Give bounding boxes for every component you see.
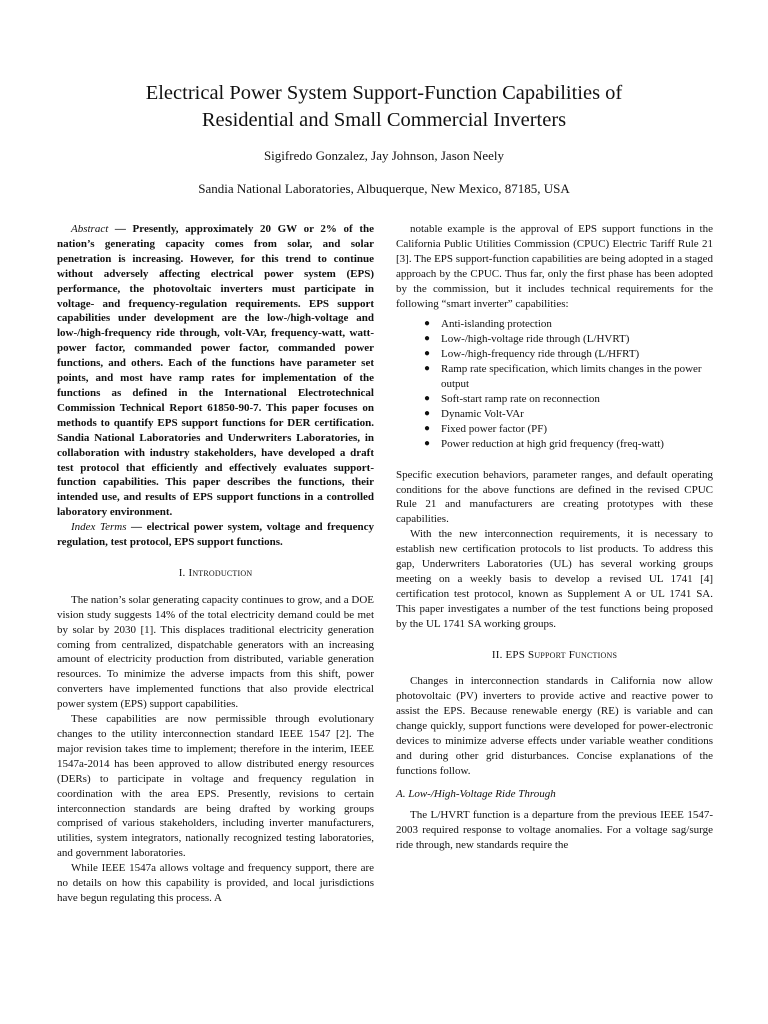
intro-paragraph-3: While IEEE 1547a allows voltage and frequency support, there are no details on how this capability is provided, and local jurisdictions have begun regulating this process. A [57, 862, 374, 904]
title-line-1: Electrical Power System Support-Function Capabilities of [145, 82, 623, 104]
subsection-heading-lhvrt: A. Low-/High-Voltage Ride Through [396, 787, 556, 800]
execution-behaviors-paragraph: Specific execution behaviors, parameter ranges, and default operating conditions for the above functions are defined in the revised CPUC Rule 21 and manufacturers are creating prototypes with these capabilities. [396, 468, 713, 526]
list-item: ● Low-/high-voltage ride through (L/HVRT) [424, 333, 630, 346]
list-item: ● Low-/high-frequency ride through (L/HFRT) [424, 348, 640, 361]
intro-paragraph-2: These capabilities are now permissible through evolutionary changes to the utility interconnection standard IEEE 1547 [2]. The major revision takes time to implement; therefore in the interim, IEEE 1547a-2014 has been approved to allow distributed energy resources (DERs) to participate in voltage and frequency regulation in coordination with the area EPS. Presently, revisions to certain interconnection standards are being drafted by working groups comprised of various stakeholders, including inverter manufacturers, utilities, system integrators, nationally recognized testing laboratories, and government laboratories. [57, 713, 374, 860]
list-item: ● Ramp rate specification, which limits changes in the power output [424, 363, 702, 391]
bullet-icon: ● [424, 422, 431, 434]
section2-paragraph: Changes in interconnection standards in California now allow photovoltaic (PV) inverters to provide active and reactive power to assist the EPS. Because renewable energy (RE) is variable and can change quickly, support functions were developed for power-electronic devices to minimize adverse effects under variable weather conditions and during other grid disturbances. Concise explanations of the functions follow. [396, 675, 713, 777]
abstract-text: Presently, approximately 20 GW or 2% of the nation’s generating capacity comes from solar, and solar penetration is increasing. However, for this trend to continue without adversely affecting electrical power system (EPS) performance, the photovoltaic inverters must participate in voltage- and frequency-regulation requirements. EPS support capabilities under development are the low-/high-voltage and low-/high-frequency ride through, volt-VAr, frequency-watt, watt-power factor, commanded power factor, commanded power functions, and others. Each of the functions have parameter set points, and most have ramp rates for implementation of the functions as defined in the International Electrotechnical Commission Technical Report 61850-90-7. This paper focuses on methods to quantify EPS support functions for DER certification. Sandia National Laboratories and Underwriters Laboratories, in collaboration with industry stakeholders, have developed a draft test protocol that efficiently and effectively evaluates support-function capabilities. This paper describes the functions, their intended use, and results of EPS support functions in a controlled laboratory environment. [57, 223, 374, 519]
bullet-icon: ● [424, 437, 431, 449]
rule21-paragraph: notable example is the approval of EPS support functions in the California Public Utilities Commission (CPUC) Electric Tariff Rule 21 [3]. The EPS support-function capabilities are being adopted in a staged approach by the CPUC. Thus far, only the first phase has been adopted by the commission, but it includes technical requirements for the following “smart inverter” capabilities: [396, 223, 713, 310]
capabilities-list [396, 317, 713, 451]
certification-paragraph: With the new interconnection requirements, it is necessary to establish new certification protocols to list products. To address this gap, Underwriters Laboratories (UL) has several working groups meeting on a weekly basis to develop a revised UL 1741 [4] certification test protocol, known as Supplement A or UL 1741 SA. This paper investigates a number of the test functions being proposed by the UL 1741 SA working groups. [396, 528, 713, 630]
affiliation: Sandia National Laboratories, Albuquerque, New Mexico, 87185, USA [198, 181, 570, 196]
list-item: ● Power reduction at high grid frequency (freq-watt) [424, 437, 664, 450]
bullet-icon: ● [424, 333, 431, 345]
intro-paragraph-1: The nation’s solar generating capacity continues to grow, and a DOE vision study suggests 14% of the total electricity demand could be met by solar by 2030 [1]. This displaces traditional electricity generation coming from centralized, dispatchable generators with an increasing amount of electricity production from distributed, variable generation resources. To minimize the adverse impacts from this shift, power converters have implemented functions that also provide electrical power system (EPS) support capabilities. [57, 593, 374, 711]
bullet-icon: ● [424, 348, 431, 360]
abstract [57, 222, 374, 520]
index-terms-text: — electrical power system, voltage and frequency regulation, test protocol, EPS support functions. [57, 521, 374, 549]
right-column [396, 222, 713, 852]
bullet-icon: ● [424, 407, 431, 419]
bullet-icon: ● [424, 318, 431, 330]
section-heading-eps-support-functions: II. EPS Support Functions [491, 648, 618, 661]
abstract-dash: — [108, 223, 133, 235]
title-line-2: Residential and Small Commercial Inverters [201, 109, 567, 131]
abstract-label: Abstract [71, 223, 109, 235]
section-heading-introduction: I. Introduction [178, 566, 253, 579]
list-item: ● Anti-islanding protection [424, 318, 552, 331]
paper-title [60, 80, 708, 134]
lhvrt-paragraph: The L/HVRT function is a departure from the previous IEEE 1547-2003 required response to voltage anomalies. For a voltage sag/surge ride through, new standards require the [396, 808, 713, 851]
left-column [57, 222, 374, 906]
index-terms [57, 520, 374, 550]
index-terms-label: Index Terms [71, 521, 127, 534]
author-list: Sigifredo Gonzalez, Jay Johnson, Jason Neely [263, 148, 505, 163]
list-item: ● Dynamic Volt-VAr [424, 407, 524, 420]
list-item: ● Soft-start ramp rate on reconnection [424, 392, 600, 405]
bullet-icon: ● [424, 392, 431, 404]
bullet-icon: ● [424, 363, 431, 375]
list-item: ● Fixed power factor (PF) [424, 422, 548, 435]
